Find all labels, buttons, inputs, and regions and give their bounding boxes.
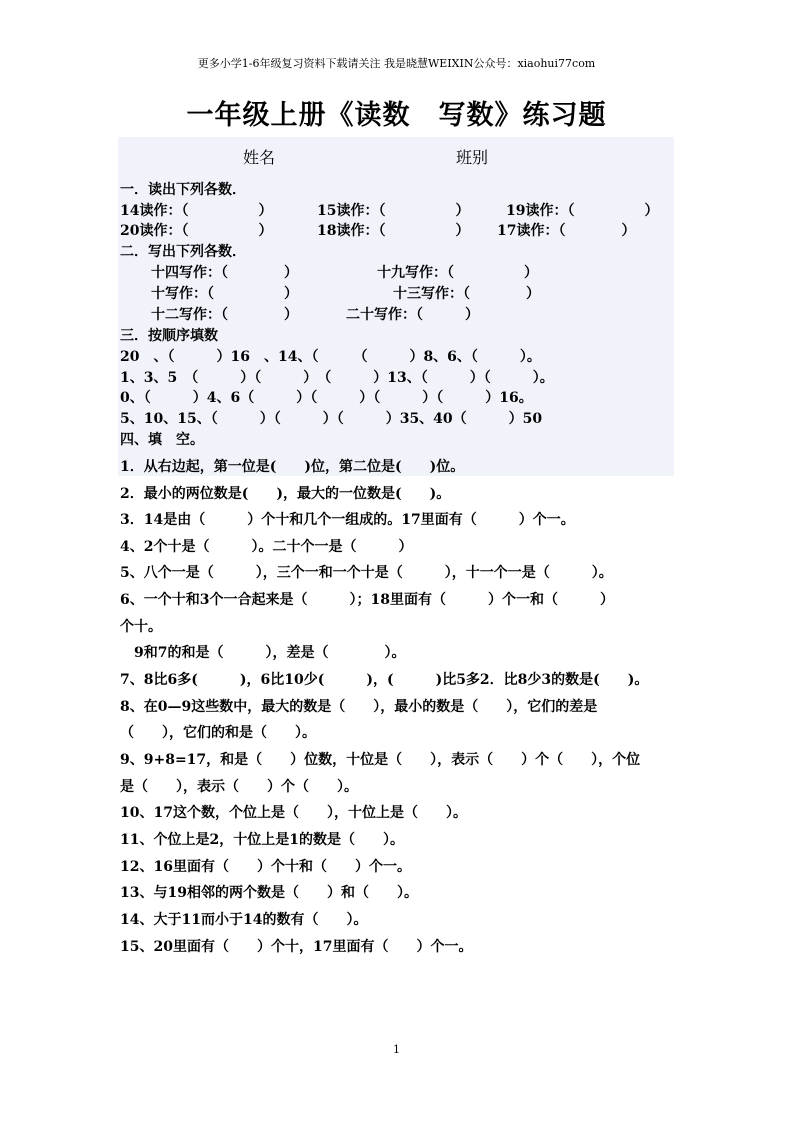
read-item-18: 18读作：（ ） [317, 223, 470, 239]
fill-question: 15、20里面有（ ）个十，17里面有（ ）个一。 [120, 939, 473, 955]
read-item-20: 20读作：（ ） [120, 223, 273, 239]
fill-question: 6、一个十和3个一合起来是（ ）；18里面有（ ）个一和（ ） [120, 592, 614, 608]
write-item-13: 十三写作：（ ） [393, 286, 540, 302]
name-label: 姓名 [243, 148, 276, 167]
sequence-line-3: 0、（ ）4、6（ ）（ ）（ ）（ ）16。 [120, 390, 533, 406]
sequence-line-1: 20 、（ ）16 、14、（ （ ）8、6、（ ）。 [120, 349, 541, 365]
fill-question: 14、大于11而小于14的数有（ ）。 [120, 912, 368, 928]
fill-question: 是（ ），表示（ ）个（ ）。 [120, 779, 358, 795]
fill-question: 12、16里面有（ ）个十和（ ）个一。 [120, 859, 411, 875]
fill-question: 11、个位上是2，十位上是1的数是（ ）。 [120, 832, 404, 848]
read-item-17: 17读作：（ ） [497, 223, 636, 239]
fill-question: 4、2个十是（ ）。二十个一是（ ） [120, 539, 413, 555]
write-item-12: 十二写作：（ ） [151, 307, 298, 323]
fill-question: 1．从右边起，第一位是( )位，第二位是( )位。 [120, 459, 465, 475]
page-title: 一年级上册《读数 写数》练习题 [186, 100, 607, 131]
read-item-19: 19读作：（ ） [506, 203, 659, 219]
fill-question: （ ），它们的和是（ ）。 [120, 725, 316, 741]
section4-heading: 四、填 空。 [120, 432, 204, 448]
section1-heading: 一．读出下列各数． [120, 182, 246, 198]
write-item-20: 二十写作：（ ） [346, 307, 479, 323]
fill-question: 3．14是由（ ）个十和几个一组成的。17里面有（ ）个一。 [120, 512, 575, 528]
fill-question: 9和7的和是（ ），差是（ ）。 [120, 645, 406, 661]
section2-heading: 二．写出下列各数． [120, 244, 246, 260]
write-item-10: 十写作：（ ） [151, 286, 298, 302]
sequence-line-4: 5、10、15、（ ）（ ）（ ）35、40（ ）50 [120, 411, 543, 427]
fill-question: 5、八个一是（ ），三个一和一个十是（ ），十一个一是（ ）。 [120, 565, 613, 581]
fill-question: 个十。 [120, 619, 162, 635]
section3-heading: 三．按顺序填数 [120, 328, 218, 344]
fill-question: 2．最小的两位数是( )，最大的一位数是( )。 [120, 486, 451, 502]
header-note: 更多小学1-6年级复习资料下载请关注 我是晓慧WEIXIN公众号：xiaohui77com [197, 57, 596, 70]
write-item-14: 十四写作：（ ） [151, 265, 298, 281]
fill-question: 8、在0—9这些数中，最大的数是（ ），最小的数是（ ），它们的差是 [120, 699, 598, 715]
fill-question: 9、9+8=17，和是（ ）位数，十位是（ ），表示（ ）个（ ），个位 [120, 752, 641, 768]
fill-question: 13、与19相邻的两个数是（ ）和（ ）。 [120, 885, 418, 901]
write-item-19: 十九写作：（ ） [377, 265, 538, 281]
class-label: 班别 [456, 148, 489, 167]
fill-question: 10、17这个数，个位上是（ ），十位上是（ ）。 [120, 805, 467, 821]
page-number: 1 [393, 1043, 400, 1056]
read-item-15: 15读作：（ ） [317, 203, 470, 219]
sequence-line-2: 1、3、5 （ ）（ ） （ ）13、（ ）（ ）。 [120, 370, 554, 386]
read-item-14: 14读作：（ ） [120, 203, 273, 219]
fill-question: 7、8比6多( )，6比10少( )，( )比5多2．比8少3的数是( )。 [120, 672, 649, 688]
